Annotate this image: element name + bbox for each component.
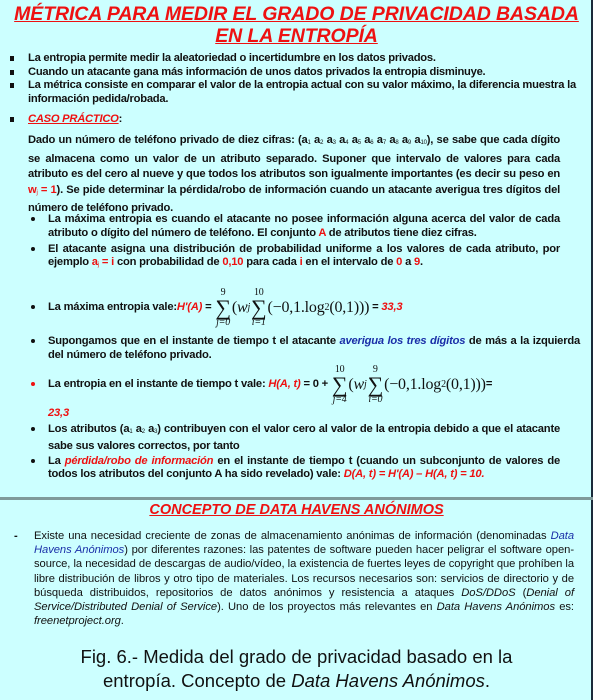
bullet-dot-icon: [31, 305, 35, 309]
intro-bullet: La entropia permite medir la aleatoriedad o incertidumbre en los datos privados.: [10, 52, 576, 66]
formula-entropy-at-t: 10 ∑ j=4 ( w j 9 ∑ i=0 (−0,1.log 2 (0,1))): [331, 364, 486, 405]
caso-practico-heading: CASO PRÁCTICO:: [10, 113, 594, 127]
bullet-entropy-at-t: La entropia en el instante de tiempo t vale: H(A, t) = 0 + 10 ∑ j=4 ( w j 9 ∑ i=0 (−0,1.log 2 (0,1))) =: [28, 361, 580, 409]
page-title: [0, 3, 593, 47]
sum-symbol-inner: 10 ∑ i=1: [251, 287, 267, 328]
caption-line-1: Fig. 6.- Medida del grado de privacidad basado en la: [80, 646, 513, 667]
data-havens-paragraph: - Existe una necesidad creciente de zonas de almacenamiento anónimas de información (denominadas Data Havens Anónimos) por diferentes razones: las patentes de software pueden hacer peligrar el software open-source, la necesidad de descargas de audio/vídeo, la existencia de fuertes leyes de copyright que prohíben la libre distribución de libros y otro tipo de materiales. Los recursos necesarios son: servicios de directorio y de búsqueda distribuidos, repositorios de datos anónimos y resistencia a ataques DoS/DDoS (Denial of Service/Distributed Denial of Service). Uno de los proyectos más relevantes en Data Havens Anónimos es: freenetproject.org.: [14, 530, 574, 628]
square-bullet-icon: [10, 56, 14, 61]
title-line-2: EN LA ENTROPÍA: [215, 25, 378, 47]
sum-symbol-outer: 9 ∑ j=0: [215, 287, 231, 328]
formula-max-entropy: 9 ∑ j=0 ( w j 10 ∑ i=1 (−0,1.log 2 (0,1))): [215, 287, 370, 328]
bullet-information-loss: La pérdida/robo de información en el instante de tiempo t (cuando un subconjunto de valores de todos los atributos del conjunto A ha sido revelado) vale: D(A, t) = H'(A) – H(A, t) = 10.: [28, 455, 560, 483]
bullet-attacker-learns: Supongamos que en el instante de tiempo t el atacante averigua los tres dígitos de más a la izquierda del número de teléfono privado.: [28, 335, 580, 363]
bullet-dot-icon: [31, 427, 35, 431]
sum-symbol-inner: 9 ∑ i=0: [367, 364, 384, 405]
bullet-uniform-distribution: El atacante asigna una distribución de probabilidad uniforme a los valores de cada atributo, por ejemplo $a_j = i$ con probabilidad de 0,10 para cada i en el intervalo de 0 a 9.: [28, 243, 560, 274]
bullet-dot-icon: [31, 339, 35, 343]
bullet-dot-icon: [31, 217, 35, 221]
caso-bullet-list: [28, 213, 560, 273]
section-heading-data-havens: CONCEPTO DE DATA HAVENS ANÓNIMOS: [149, 502, 444, 518]
sum-symbol-outer: 10 ∑ j=4: [331, 364, 348, 405]
bullet-dot-icon: [31, 459, 35, 463]
dash-bullet-icon: -: [14, 530, 18, 542]
bullet-max-entropy: La máxima entropia es cuando el atacante no posee información alguna acerca del valor de cada atributo o dígito del número de teléfono. El conjunto A de atributos tiene diez cifras.: [28, 213, 560, 241]
title-line-1: MÉTRICA PARA MEDIR EL GRADO DE PRIVACIDAD BASADA: [14, 3, 579, 25]
bullet-dot-icon: [31, 247, 35, 251]
caso-paragraph: Dado un número de teléfono privado de diez cifras: ($a_1$ $a_2$ $a_3$ $a_4$ $a_5$ $a_6$ $a_7$ $a_8$ $a_9$ $a_{10}$), se sabe que cada dígito se almacena como un valor de un atributo separado. Suponer que intervalo de valores para cada atributo es del cero al nueve y que todos los atributos son igualmente importantes (es decir su peso en $w_j = 1$). Se pide determinar la pérdida/robo de información cuando un atacante averigua tres dígitos del número de teléfono privado.: [28, 134, 561, 214]
square-bullet-icon: [10, 83, 14, 88]
square-bullet-icon: [10, 70, 14, 75]
caption-line-2: entropía. Concepto de Data Havens Anónimos.: [102, 670, 491, 691]
intro-bullet: Cuando un atacante gana más información de unos datos privados la entropia disminuye.: [10, 66, 576, 80]
entropy-at-t-result: 23,3: [48, 407, 69, 419]
figure-caption: [0, 645, 593, 693]
square-bullet-icon: [10, 117, 14, 122]
bullet-known-attributes: Los atributos ($a_1$ $a_2$ $a_3$) contribuyen con el valor cero al valor de la entropia debido a que el atacante sabe sus valores correctos, por tanto: [28, 423, 560, 454]
section-divider: [0, 497, 593, 500]
intro-bullet-list: [10, 52, 576, 106]
bullet-max-entropy-formula: La máxima entropia vale: H'(A) = 9 ∑ j=0 ( w j 10 ∑ i=1 (−0,1.log 2 (0,1))) = 33,3: [28, 284, 580, 332]
intro-bullet: La métrica consiste en comparar el valor de la entropia actual con su valor máximo, la diferencia muestra la información pedida/robada.: [10, 79, 576, 106]
bullet-dot-icon: [31, 382, 35, 386]
conclusion-bullet-list: [28, 423, 560, 482]
